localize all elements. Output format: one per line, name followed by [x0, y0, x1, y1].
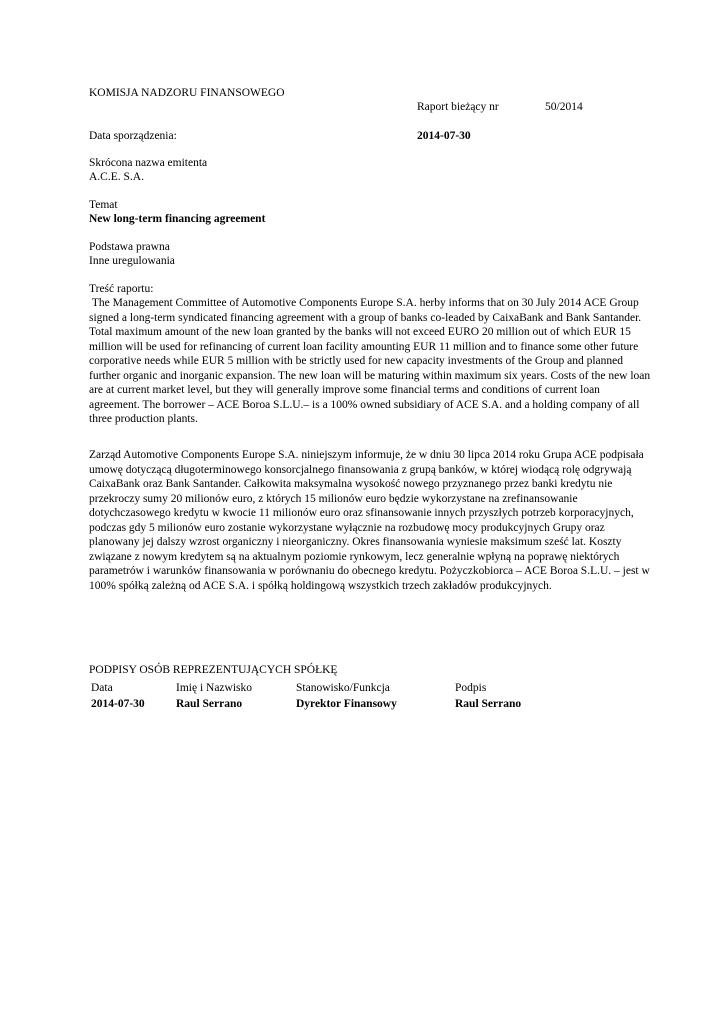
signatures-header-name: Imię i Nazwisko	[176, 682, 253, 694]
signature-name: Raul Serrano	[176, 698, 243, 710]
issuer-label: Skrócona nazwa emitenta	[89, 157, 208, 169]
content-label: Treść raportu:	[89, 283, 154, 295]
content-paragraph-pl: Zarząd Automotive Components Europe S.A. niniejszym informuje, że w dniu 30 lipca 2014 roku Grupa ACE podpisała umowę dotyczącą długoterminowego konsorcjalnego finansowania z grupą banków, w której wiodącą rolę odgrywają CaixaBank oraz Bank Santander. Całkowita maksymalna wysokość nowego przyznanego przez banki kredytu nie przekroczy sumy 20 milionów euro, z których 15 milionów euro będzie wykorzystane na zrefinansowanie dotychczasowego kredytu w kwocie 11 milionów euro oraz sfinansowanie innych przyszłych potrzeb korporacyjnych, podczas gdy 5 milionów euro zostanie wykorzystane wyłącznie na rozbudowę mocy produkcyjnych Grupy oraz planowany jej dalszy wzrost organiczny i nieorganiczny. Okres finansowania wyniesie maksimum sześć lat. Koszty związane z nowym kredytem są na aktualnym poziomie rynkowym, lecz generalnie wpłyną na poprawę niektórych parametrów i warunków finansowania w porównaniu do obecnego kredytu. Pożyczkobiorca – ACE Boroa S.L.U. – jest w 100% spółką zależną od ACE S.A. i spółką holdingową wszystkich trzech zakładów produkcyjnych.	[89, 449, 650, 592]
signature-position: Dyrektor Finansowy	[296, 698, 397, 710]
subject-label: Temat	[89, 199, 118, 211]
signature-date: 2014-07-30	[91, 698, 145, 710]
signatures-header-signature: Podpis	[455, 682, 487, 694]
signatures-header-date: Data	[91, 682, 113, 694]
signatures-title: PODPISY OSÓB REPREZENTUJĄCYCH SPÓŁKĘ	[89, 664, 338, 676]
signatures-header-position: Stanowisko/Funkcja	[296, 682, 390, 694]
report-number: 50/2014	[545, 101, 583, 113]
report-number-label: Raport bieżący nr	[417, 101, 499, 113]
legal-basis-label: Podstawa prawna	[89, 241, 170, 253]
date-prepared-value: 2014-07-30	[417, 130, 471, 142]
subject-value: New long-term financing agreement	[89, 213, 266, 225]
content-paragraph-en: The Management Committee of Automotive Components Europe S.A. herby informs that on 30 July 2014 ACE Group signed a long-term syndicated financing agreement with a group of banks co-leaded by CaixaBank and Bank Santander. Total maximum amount of the new loan granted by the banks will not exceed EURO 20 million out of which EUR 15 million will be used for refinancing of current loan facility amounting EUR 11 million and to finance some other future corporative needs while EUR 5 million with be strictly used for new capacity investments of the Group and planned further organic and inorganic expansion. The new loan will be maturing within maximum six years. Costs of the new loan are at current market level, but they will generally improve some financial terms and conditions of current loan agreement. The borrower – ACE Boroa S.L.U.– is a 100% owned subsidiary of ACE S.A. and a holding company of all three production plants.	[89, 297, 654, 425]
authority-name: KOMISJA NADZORU FINANSOWEGO	[89, 87, 285, 99]
legal-basis-value: Inne uregulowania	[89, 255, 175, 267]
date-prepared-label: Data sporządzenia:	[89, 130, 177, 142]
issuer-value: A.C.E. S.A.	[89, 171, 144, 183]
signature-signatory: Raul Serrano	[455, 698, 522, 710]
